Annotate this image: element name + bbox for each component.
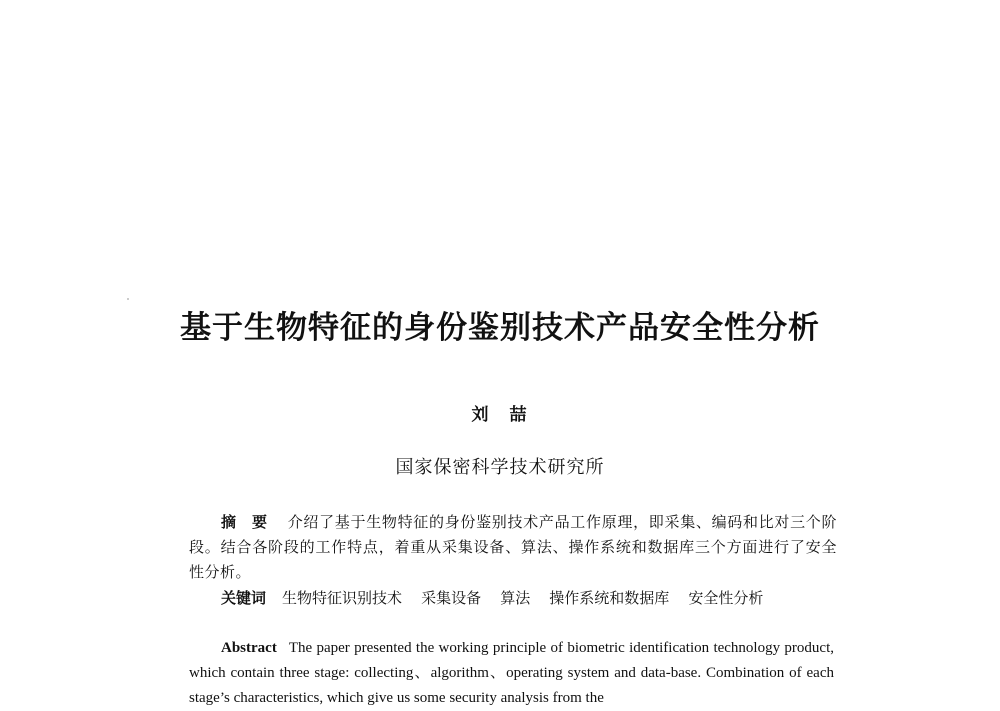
keyword-item: 生物特征识别技术 (282, 589, 403, 607)
keywords-cn-label: 关键词 (221, 589, 267, 607)
abstract-en-text: The paper presented the working principle of biometric identification technology product, which contain three stage: collecting、algorithm、operating system and data-base. Combination of each stage’s characteristics, which give us some security analysis from the (189, 640, 834, 706)
keyword-item: 采集设备 (421, 589, 482, 607)
abstract-cn-text: 介绍了基于生物特征的身份鉴别技术产品工作原理，即采集、编码和比对三个阶段。结合各阶段的工作特点，着重从采集设备、算法、操作系统和数据库三个方面进行了安全性分析。 (189, 513, 837, 581)
keyword-item: 算法 (500, 589, 531, 607)
author-name: 刘 喆 (471, 405, 529, 425)
author-affiliation: 国家保密科学技术研究所 (395, 457, 605, 478)
keyword-item: 操作系统和数据库 (549, 589, 670, 607)
scan-speck (127, 298, 129, 300)
abstract-cn-label: 摘 要 (221, 513, 268, 531)
abstract-en (189, 636, 834, 711)
keywords-cn (189, 586, 837, 610)
abstract-en-label: Abstract (221, 640, 277, 656)
abstract-cn (189, 510, 837, 585)
keyword-item: 安全性分析 (688, 589, 764, 607)
paper-title: 基于生物特征的身份鉴别技术产品安全性分析 (180, 310, 820, 346)
